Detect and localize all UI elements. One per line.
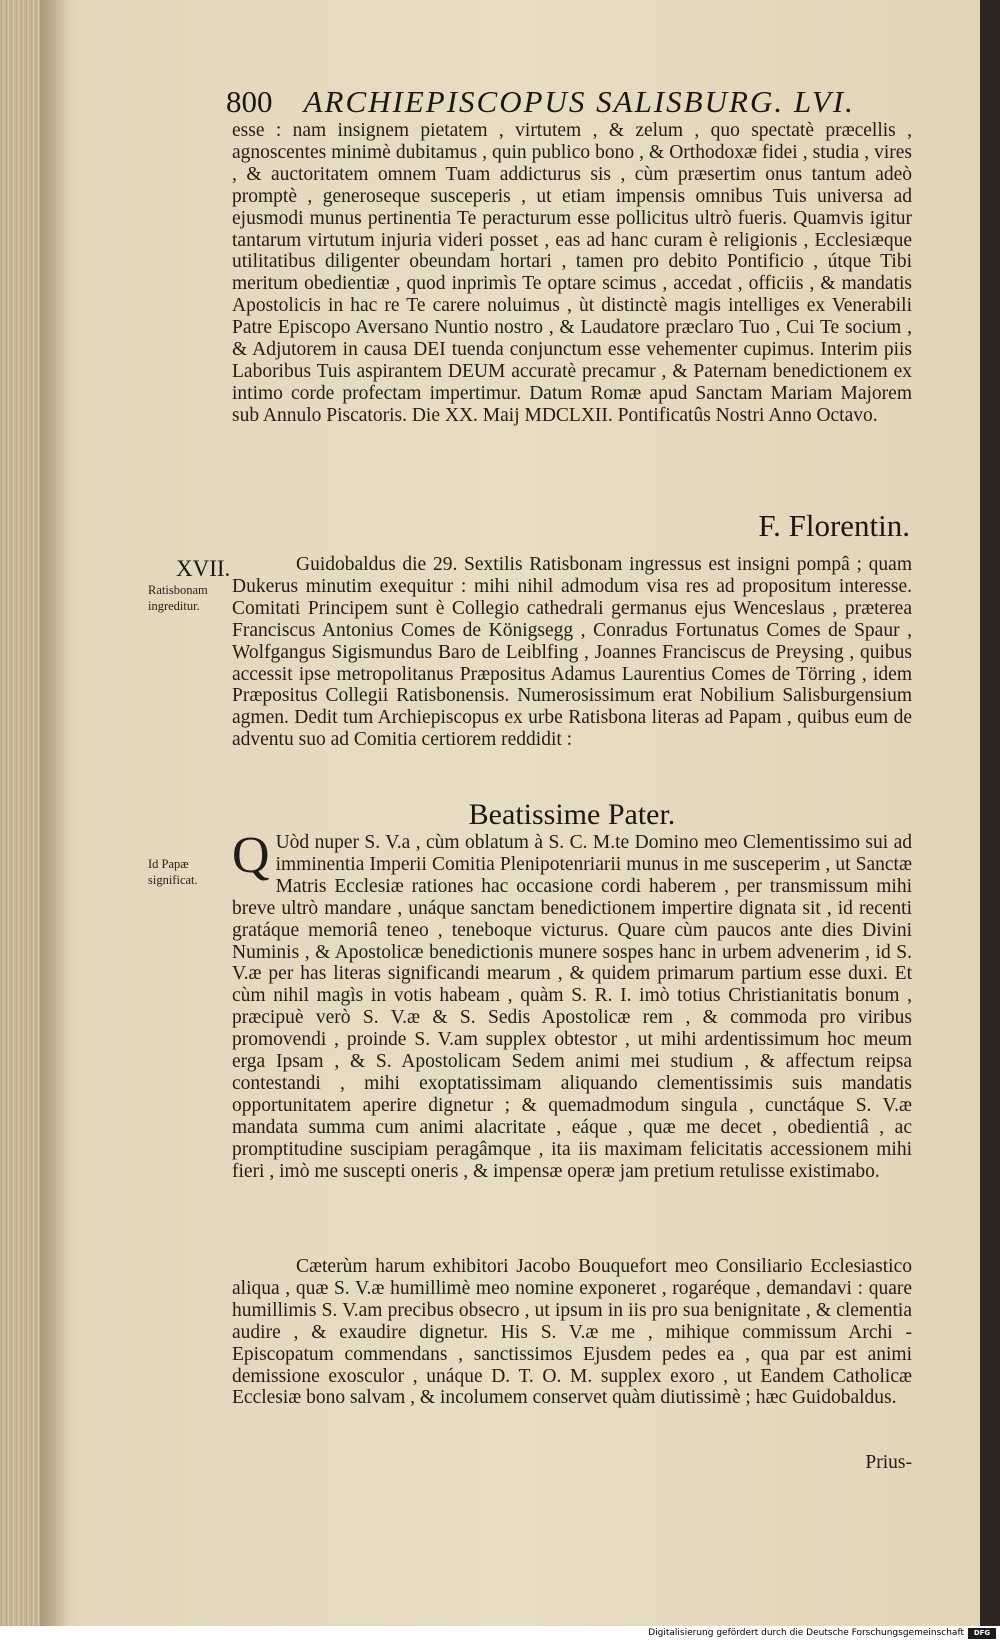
footer-credit: Digitalisierung gefördert durch die Deutsche Forschungsgemeinschaft <box>648 1628 964 1638</box>
signature: F. Florentin. <box>758 508 910 543</box>
page-stack-edge <box>0 0 40 1641</box>
scan-right-edge <box>980 0 1000 1641</box>
section-number: XVII. <box>176 556 231 581</box>
archbishop-letter-text: Uòd nuper S. V.a , cùm oblatum à S. C. M.te Domino meo Clementissimo sui ad imminentia Imperii Comitia Plenipotenriarii munus in me susceperim , ut Sanctæ Matris Ecclesiæ rationes hac occasione cordi haberem , per transmissum mihi breve ultrò mandare , unáque sanctam benedictionem impertire dignata sit , id recenti gratáque memoriâ teneo , teneboque victurus. Quare cùm paucos ante dies Divini Numinis , & Apostolicæ benedictionis munere sospes hanc in urbem advenerim , id S. V.æ per has literas significandi mearum , & quidem primarum partium esse duxi. Et cùm nihil magìs in votis habeam , quàm S. R. I. imò totius Christianitatis bonum , præcipuè verò S. V.æ & S. Sedis Apostolicæ rem , & commoda pro viribus promovendi , proinde S. V.am supplex obtestor , ut mihi ardentissimum hoc meum erga Ipsam , & S. Apostolicam Sedem animi mei studium , & affectum reipsa contestandi , mihi exoptatissimam aliquando clementissimis suis mandatis opportunitatem aperire dignetur ; & quemadmodum singula , cunctáque S. V.æ mandata summa cum animi alacritate , eáque , quæ me decet , obedientiâ , ac promptitudine suscipiam peragâmque , ita iis maximam felicitatis accessionem mihi fieri , imò me suscepti oneris , & impensæ operæ jam pretium retulisse existimabo. <box>232 832 912 1182</box>
initial-letter: Q <box>232 827 270 884</box>
archbishop-letter-continuation: Cæterùm harum exhibitori Jacobo Bouquefort meo Consiliario Ecclesiastico aliqua , quæ S. V.æ humillimè meo nomine exponeret , rogaréque , demandavi : quare humillimis S. V.am precibus obsecro , ut ipsum in iis pro sua benignitate , & clementia audire , & exaudire dignetur. His S. V.æ me , mihique commissum Archi - Episcopatum commendans , sanctissimos Ejusdem pedes ea , qua par est animi demissione exosculor , unáque D. T. O. M. supplex exoro , ut Eandem Catholicæ Ecclesiæ bono salvam , & incolumem conservet quàm diutissimè ; hæc Guidobaldus. <box>232 1256 912 1409</box>
running-head <box>226 84 886 124</box>
dfg-logo: DFG <box>968 1628 996 1639</box>
running-title: ARCHIEPISCOPUS SALISBURG. LVI. <box>303 84 855 119</box>
margin-note-papae: Id Papæ significat. <box>148 857 198 887</box>
margin-note-ratisbonam: Ratisbonam ingreditur. <box>148 583 208 613</box>
catchword: Prius- <box>865 1452 912 1473</box>
narrative-paragraph: Guidobaldus die 29. Sextilis Ratisbonam ingressus est insigni pompâ ; quam Dukerus minutim exequitur : mihi nihil admodum visa res ad propositum interesse. Comitati Principem sunt è Collegio cathedrali germanus ejus Wenceslaus , præterea Franciscus Antonius Comes de Königsegg , Conradus Fortunatus Comes de Spaur , Wolfgangus Sigismundus Baro de Leiblfing , Joannes Franciscus de Preysing , quibus accessit ipse metropolitanus Præpositus Adamus Laurentius Comes de Törring , idem Præpositus Collegii Ratisbonensis. Numerosissimum erat Nobilium Salisburgensium agmen. Dedit tum Archiepiscopus ex urbe Ratisbona literas ad Papam , quibus eum de adventu suo ad Comitia certiorem reddidit : <box>232 554 912 751</box>
page-number: 800 <box>226 84 273 119</box>
salutation: Beatissime Pater. <box>468 798 676 831</box>
gutter-shadow <box>40 0 70 1641</box>
papal-brief-text: esse : nam insignem pietatem , virtutem , & zelum , quo spectatè præcellis , agnoscentes minimè dubitamus , quin publico bono , & Orthodoxæ fidei , studia , vires , & auctoritatem omnem Tuam addicturus sis , cùm præsertim onus tantum adeò promptè , generoseque susceperis , ut etiam impensis omnibus Tuis universa ad ejusmodi munus pertinentia Te peracturum esse pollicitus ultrò fueris. Quamvis igitur tantarum virtutum injuria videri posset , eas ad hanc curam è religionis , Ecclesiæque utilitatibus diligenter obeundam hortari , tamen pro debito Pontificio , útque Tibi meritum obedientiæ , quod inprimìs Te optare scimus , accedat , officiis , & mandatis Apostolicis in hac re Te carere noluimus , ùt distinctè magis intelliges ex Venerabili Patre Episcopo Aversano Nuntio nostro , & Laudatore præclaro Tuo , Cui Te socium , & Adjutorem in causa DEI tuenda conjunctum esse vehementer cupimus. Interim piis Laboribus Tuis aspirantem DEUM accuratè precamur , & Paternam benedictionem ex intimo corde profectam impertimur. Datum Romæ apud Sanctam Mariam Majorem sub Annulo Piscatoris. Die XX. Maij MDCLXII. Pontificatûs Nostri Anno Octavo. <box>232 120 912 426</box>
archbishop-letter <box>232 827 912 1183</box>
footer-bar <box>0 1626 1000 1641</box>
